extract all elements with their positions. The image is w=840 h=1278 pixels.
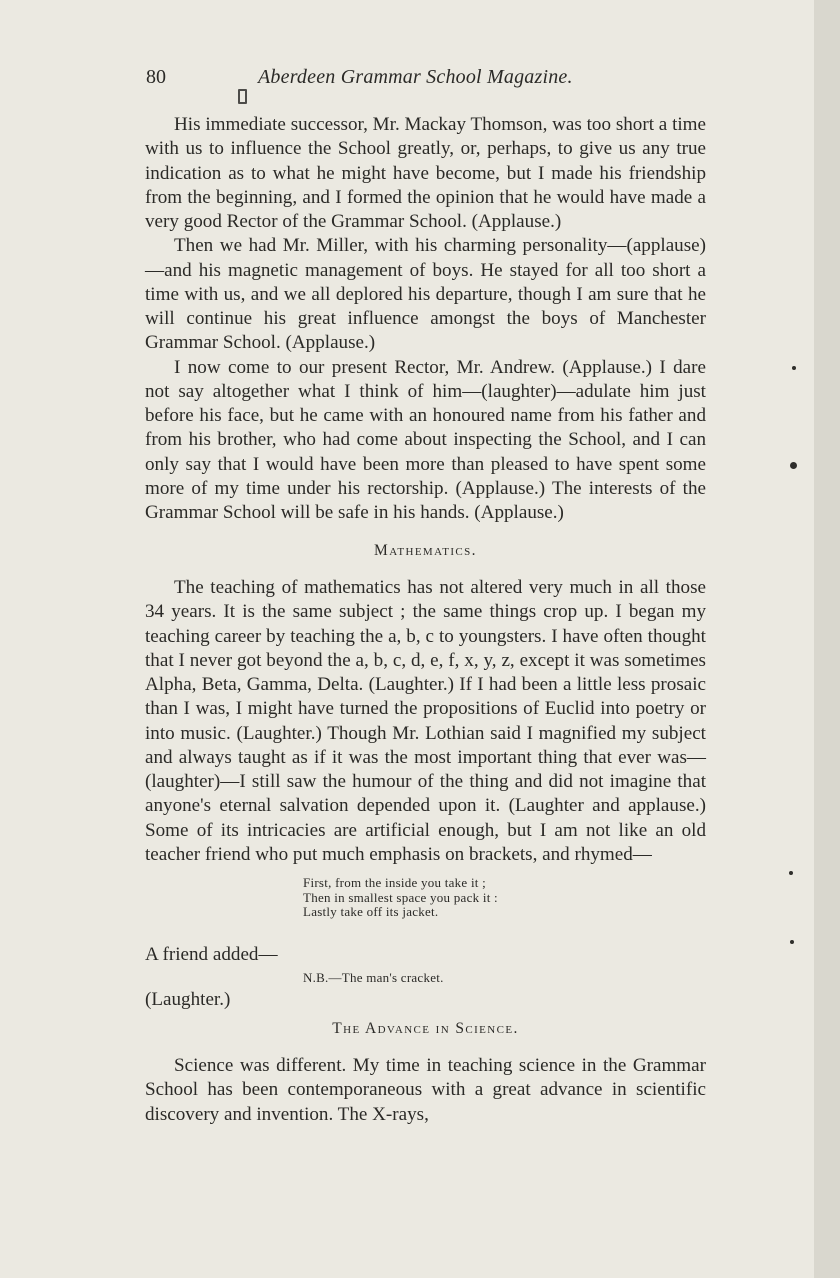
laughter-line: (Laughter.) (145, 989, 231, 1010)
page-number: 80 (146, 66, 166, 88)
friend-added-line: A friend added— (145, 944, 278, 965)
nb-line: N.B.—The man's cracket. (303, 970, 444, 985)
page-header (146, 66, 706, 94)
paragraph-mathematics: The teaching of mathematics has not altered very much in all those 34 years. It is the same subject ; the same things crop up. I began my teaching career by teaching the a, b, c to youngsters. I have often thought that I never got beyond the a, b, c, d, e, f, x, y, z, except it was sometimes Alpha, Beta, Gamma, Delta. (Laughter.) If I had been a little less prosaic than I was, I might have turned the propositions of Euclid into poetry or into music. (Laughter.) Though Mr. Lothian said I magnified my subject and always taught as if it was the most important thing that ever was—(laughter)—I still saw the humour of the thing and did not imagine that anyone's eternal salvation depended upon it. (Laughter and applause.) Some of its intricacies are artificial enough, but I am not like an old teacher friend who put much emphasis on brackets, and rhymed— (145, 577, 706, 865)
mathematics-text (145, 576, 706, 867)
bracket-rhyme (303, 876, 498, 920)
paragraph-mackay-thomson: His immediate successor, Mr. Mackay Thomson, was too short a time with us to influence the School greatly, or, perhaps, to give us any true indication as to what he might have become, but I made his friendship from the beginning, and I formed the opinion that he would have made a very good Rector of the Grammar School. (Applause.) (145, 114, 706, 232)
margin-speck (790, 940, 794, 944)
section-heading-mathematics: Mathematics. (374, 542, 477, 559)
science-text (145, 1054, 706, 1127)
margin-speck (792, 366, 796, 370)
intro-text (145, 113, 706, 525)
running-title: Aberdeen Grammar School Magazine. (258, 66, 573, 88)
paragraph-miller: Then we had Mr. Miller, with his charming personality—(applause)—and his magnetic management of boys. He stayed for all too short a time with us, and we all deplored his departure, though I am sure that he will continue his great influence amongst the boys of Manchester Grammar School. (Applause.) (145, 235, 706, 354)
margin-speck (790, 462, 797, 469)
page-edge-shadow (814, 0, 840, 1278)
verse-line: Lastly take off its jacket. (303, 904, 439, 919)
printer-mark-icon (238, 89, 247, 104)
paragraph-andrew: I now come to our present Rector, Mr. Andrew. (Applause.) I dare not say altogether what I think of him—(laughter)—adulate him just before his face, but he came with an honoured name from his father and from his brother, who had come about inspecting the School, and I can only say that I would have been more than pleased to have spent some more of my time under his rectorship. (Applause.) The interests of the Grammar School will be safe in his hands. (Applause.) (145, 356, 706, 523)
verse-line: Then in smallest space you pack it : (303, 889, 498, 905)
verse-line: First, from the inside you take it ; (303, 875, 487, 890)
nb-verse (303, 971, 444, 986)
margin-speck (789, 871, 793, 875)
paragraph-science: Science was different. My time in teaching science in the Grammar School has been contemporaneous with a great advance in scientific discovery and invention. The X-rays, (145, 1055, 706, 1125)
section-heading-science: The Advance in Science. (332, 1020, 519, 1037)
